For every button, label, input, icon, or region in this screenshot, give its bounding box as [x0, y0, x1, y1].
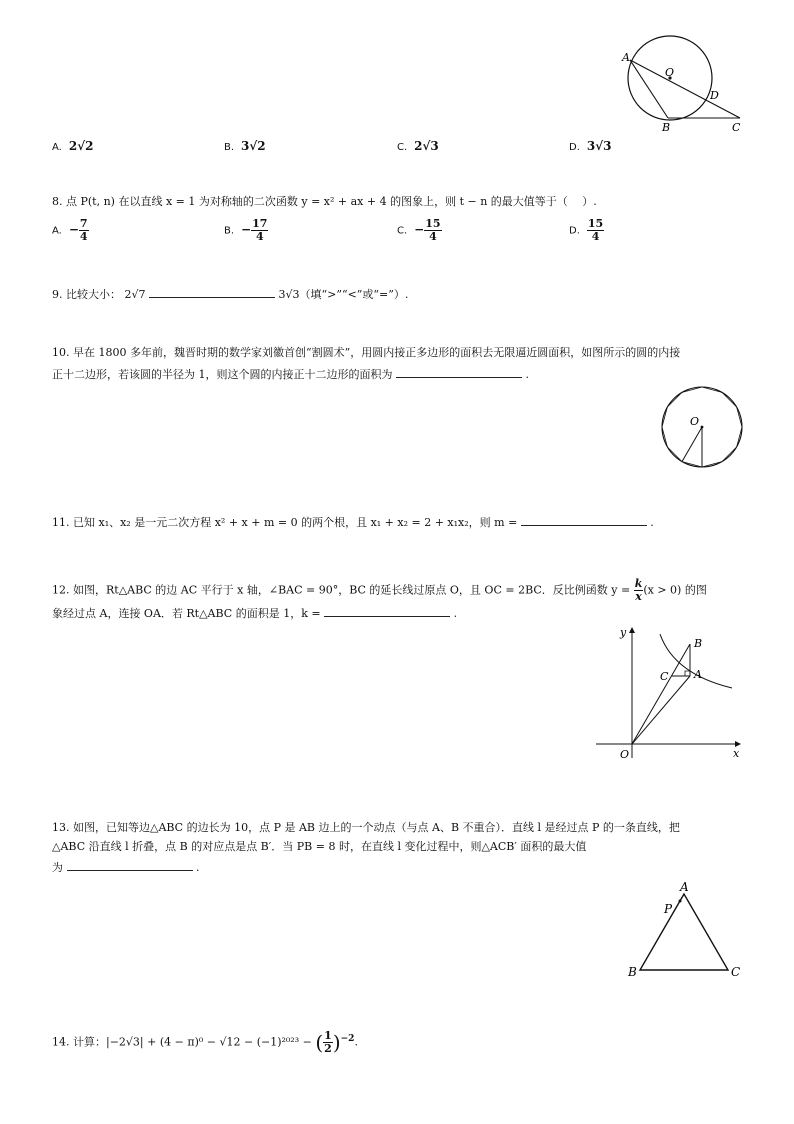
q14-exponent: −2: [340, 1033, 355, 1044]
q7-option-b-letter: B.: [224, 142, 235, 153]
q7-line-ab: [630, 60, 668, 118]
q8-option-b-fraction: $\frac{17}{4}$: [252, 217, 268, 243]
q8-option-c[interactable]: [397, 218, 442, 243]
q8-option-b-letter: B.: [224, 225, 235, 237]
q8-option-a-letter: A.: [52, 225, 62, 237]
q13-label-a: A: [680, 880, 689, 894]
q7-label-o: O: [665, 66, 675, 79]
q12-figure: [592, 622, 744, 762]
q11-question: [52, 513, 654, 531]
q7-label-b: B: [662, 121, 671, 134]
q7-option-d-letter: D.: [569, 142, 580, 153]
q7-label-c: C: [732, 121, 741, 134]
q10-line-1: 10. 早在 1800 多年前，魏晋时期的数学家刘徽首创“割圆术”，用圆内接正多边形的面积去无限逼近圆面积，如图所示的圆的内接: [52, 346, 681, 359]
q12-line-ob: [632, 644, 690, 744]
q12-label-y: y: [620, 626, 627, 639]
q11-end: .: [650, 516, 654, 529]
q8-option-d-fraction: $\frac{15}{4}$: [587, 217, 604, 243]
q13-answer-blank[interactable]: [67, 858, 193, 871]
q10-answer-blank[interactable]: [396, 365, 522, 378]
q11-answer-blank[interactable]: [521, 513, 647, 526]
q13-label-b: B: [628, 965, 637, 979]
q13-point-p: [679, 900, 682, 903]
q7-option-a[interactable]: [52, 138, 93, 156]
q13-figure: [624, 878, 748, 980]
q8-option-a-fraction: $\frac{7}{4}$: [79, 217, 88, 243]
q8-option-c-letter: C.: [397, 225, 408, 237]
q8-option-d-letter: D.: [569, 225, 580, 237]
q13-label-c: C: [731, 965, 741, 979]
q13-triangle: [640, 894, 728, 970]
q12-line-2: [52, 604, 457, 622]
q8-option-b[interactable]: [224, 218, 268, 243]
q8-option-d[interactable]: [569, 218, 604, 243]
q10-figure: [656, 384, 748, 470]
q9-prefix: 9. 比较大小： 2√7: [52, 288, 146, 301]
q7-option-c-letter: C.: [397, 142, 408, 153]
q14-end: .: [354, 1035, 358, 1049]
q8-option-c-sign: −: [414, 222, 425, 237]
q13-line-3-end: .: [196, 861, 200, 874]
q12-line-oa: [632, 676, 690, 744]
q8-option-b-sign: −: [241, 222, 252, 237]
q8-option-a[interactable]: [52, 218, 89, 243]
q14-fraction: $\frac{1}{2}$: [324, 1029, 332, 1055]
q13-line-3-text: 为: [52, 861, 63, 874]
q12-label-x: x: [733, 747, 740, 760]
q12-answer-blank[interactable]: [324, 604, 450, 617]
q7-option-d[interactable]: [569, 138, 611, 156]
q11-text: 11. 已知 x₁、x₂ 是一元二次方程 x² + x + m = 0 的两个根，且 x₁ + x₂ = 2 + x₁x₂，则 m =: [52, 516, 518, 529]
q13-label-p: P: [664, 902, 673, 916]
q12-line-1-end: (x > 0) 的图: [643, 583, 707, 597]
q13-line-2: △ABC 沿直线 l 折叠，点 B 的对应点是点 B′．当 PB = 8 时，在直线 l 变化过程中，则△ACB′ 面积的最大值: [52, 840, 587, 853]
q12-right-angle: [685, 671, 690, 676]
q10-center-dot: [701, 426, 704, 429]
q9-suffix: 3√3（填“>”“<”或“=”）.: [278, 288, 409, 301]
q9-answer-blank[interactable]: [149, 285, 275, 298]
q7-option-c-value: 2√3: [414, 139, 439, 153]
q12-label-a: A: [694, 668, 702, 681]
q14-text: 14. 计算：|−2√3| + (4 − π)⁰ − √12 − (−1)²⁰²³ −: [52, 1035, 312, 1049]
q10-line-2-end: .: [525, 368, 529, 381]
q12-line-1: [52, 578, 707, 603]
q7-option-c[interactable]: [397, 138, 439, 156]
q7-label-d: D: [710, 89, 719, 102]
q13-line-1: 13. 如图，已知等边△ABC 的边长为 10，点 P 是 AB 边上的一个动点（与点 A、B 不重合）．直线 l 是经过点 P 的一条直线，把: [52, 821, 680, 834]
q12-line-2-text: 象经过点 A，连接 OA．若 Rt△ABC 的面积是 1，k =: [52, 607, 321, 620]
q7-option-b[interactable]: [224, 138, 266, 156]
q7-option-b-value: 3√2: [241, 139, 266, 153]
q10-line-2: [52, 365, 529, 383]
q7-label-a: A: [622, 51, 630, 64]
q7-line-ac: [630, 60, 740, 118]
q13-line-3: [52, 858, 200, 876]
q12-line-2-end: .: [453, 607, 458, 620]
q12-label-b: B: [694, 637, 703, 650]
q8-question: 8. 点 P(t, n) 在以直线 x = 1 为对称轴的二次函数 y = x² + ax + 4 的图象上，则 t − n 的最大值等于（ ）.: [52, 195, 597, 208]
q14-paren-open: (: [315, 1030, 324, 1055]
q10-radius-2: [682, 427, 702, 462]
q7-option-a-letter: A.: [52, 142, 62, 153]
q12-label-o: O: [620, 748, 630, 761]
q10-label-o: O: [690, 415, 700, 428]
q7-option-a-value: 2√2: [68, 139, 94, 153]
q12-fraction: $\frac{k}{x}$: [634, 577, 643, 603]
q14-paren-close: ): [332, 1030, 341, 1055]
q12-label-c: C: [660, 670, 669, 683]
q7-figure: [618, 30, 748, 140]
q7-option-d-value: 3√3: [586, 139, 612, 153]
q8-option-c-fraction: $\frac{15}{4}$: [425, 217, 441, 243]
q9-question: [52, 285, 408, 303]
q12-line-1-text: 12. 如图，Rt△ABC 的边 AC 平行于 x 轴，∠BAC = 90°，BC 的延长线过原点 O，且 OC = 2BC．反比例函数 y =: [52, 583, 631, 597]
q14-question: [52, 1030, 358, 1055]
q8-option-a-sign: −: [68, 222, 79, 237]
q10-line-2-text: 正十二边形，若该圆的半径为 1，则这个圆的内接正十二边形的面积为: [52, 368, 393, 381]
